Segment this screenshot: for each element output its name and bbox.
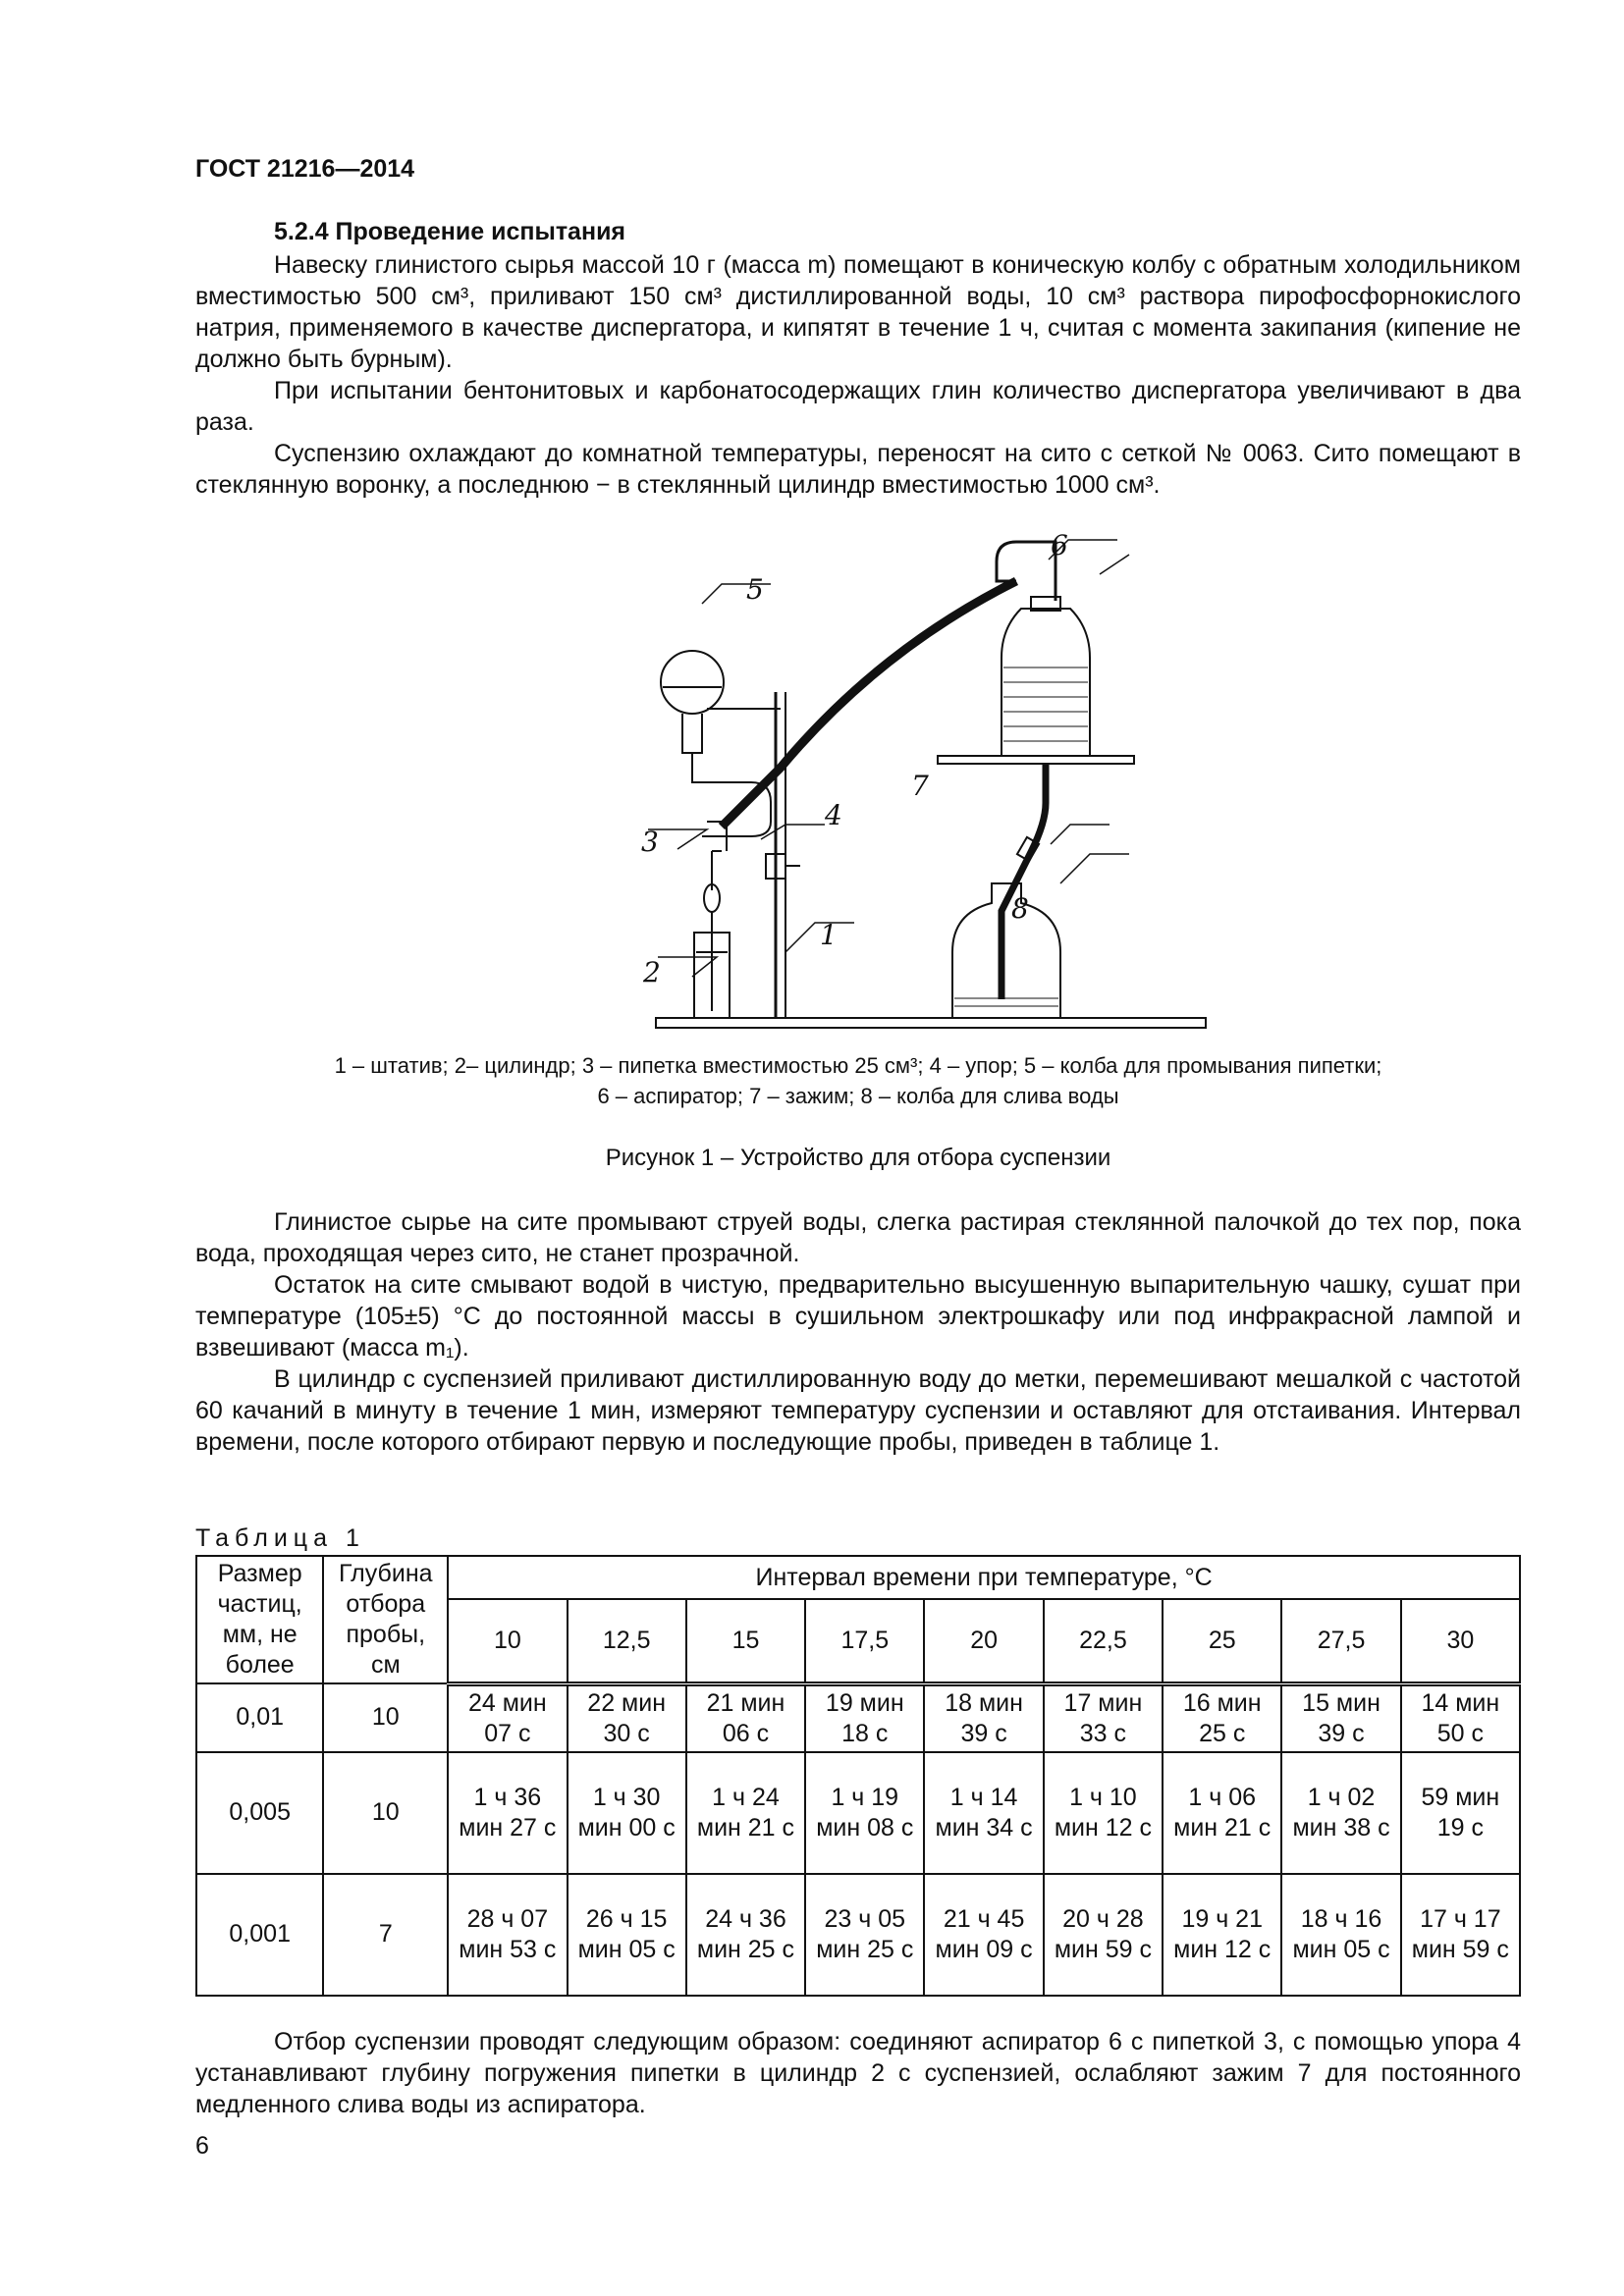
header-interval: Интервал времени при температуре, °С bbox=[448, 1556, 1520, 1599]
cell-size: 0,005 bbox=[196, 1752, 323, 1874]
label-4: 4 bbox=[825, 799, 842, 831]
header-size: Размер частиц, мм, не более bbox=[196, 1556, 323, 1683]
cell-interval: 24 ч 36 мин 25 с bbox=[686, 1874, 805, 1996]
header-temp: 10 bbox=[448, 1599, 567, 1683]
header-temp: 27,5 bbox=[1281, 1599, 1400, 1683]
cell-interval: 14 мин 50 с bbox=[1401, 1683, 1520, 1752]
cell-interval: 1 ч 19 мин 08 с bbox=[805, 1752, 924, 1874]
cell-interval: 1 ч 06 мин 21 с bbox=[1163, 1752, 1281, 1874]
paragraph: При испытании бентонитовых и карбонатосодержащих глин количество диспергатора увеличивают в два раза. bbox=[195, 377, 1521, 436]
label-5: 5 bbox=[746, 573, 764, 606]
cell-interval: 17 ч 17 мин 59 с bbox=[1401, 1874, 1520, 1996]
figure-legend-line-2: 6 – аспиратор; 7 – зажим; 8 – колба для слива воды bbox=[597, 1084, 1119, 1108]
header-temp: 22,5 bbox=[1044, 1599, 1163, 1683]
figure-title: Рисунок 1 – Устройство для отбора суспензии bbox=[605, 1145, 1111, 1171]
page-number: 6 bbox=[195, 2132, 209, 2160]
cell-depth: 7 bbox=[323, 1874, 448, 1996]
shelf bbox=[938, 756, 1134, 764]
cell-interval: 1 ч 10 мин 12 с bbox=[1044, 1752, 1163, 1874]
cell-size: 0,001 bbox=[196, 1874, 323, 1996]
cell-interval: 1 ч 24 мин 21 с bbox=[686, 1752, 805, 1874]
table-row bbox=[196, 1874, 1520, 1996]
cell-interval: 16 мин 25 с bbox=[1163, 1683, 1281, 1752]
figure-legend-line-1: 1 – штатив; 2– цилиндр; 3 – пипетка вместимостью 25 см³; 4 – упор; 5 – колба для промывания пипетки; bbox=[334, 1053, 1382, 1078]
cell-interval: 21 мин 06 с bbox=[686, 1683, 805, 1752]
paragraph: Навеску глинистого сырья массой 10 г (масса m) помещают в коническую колбу с обратным холодильником вместимостью 500 см³, приливают 150 см³ дистиллированной воды, 10 см³ раствора пирофосфорнокислого натрия, применяемого в качестве диспергатора, и кипятят в течение 1 ч, считая с момента закипания (кипение не должно быть бурным). bbox=[195, 251, 1521, 373]
drain-hose bbox=[1001, 764, 1046, 999]
cell-interval: 1 ч 02 мин 38 с bbox=[1281, 1752, 1400, 1874]
label-2: 2 bbox=[643, 956, 661, 988]
leader-lines bbox=[648, 540, 1129, 977]
cell-interval: 1 ч 30 мин 00 с bbox=[568, 1752, 686, 1874]
cell-interval: 20 ч 28 мин 59 с bbox=[1044, 1874, 1163, 1996]
header-temp: 25 bbox=[1163, 1599, 1281, 1683]
cell-interval: 17 мин 33 с bbox=[1044, 1683, 1163, 1752]
header-temp: 20 bbox=[924, 1599, 1043, 1683]
label-7: 7 bbox=[911, 770, 929, 802]
base-plate bbox=[656, 1018, 1206, 1028]
cell-interval: 22 мин 30 с bbox=[568, 1683, 686, 1752]
table-row bbox=[196, 1752, 1520, 1874]
paragraph: В цилиндр с суспензией приливают дистиллированную воду до метки, перемешивают мешалкой с частотой 60 качаний в минуту в течение 1 мин, измеряют температуру суспензии и оставляют для отстаивания. Интервал времени, после которого отбирают первую и последующие пробы, приведен в таблице 1. bbox=[195, 1365, 1521, 1456]
label-1: 1 bbox=[820, 919, 838, 951]
paragraph: Остаток на сите смывают водой в чистую, предварительно высушенную выпарительную чашку, сушат при температуре (105±5) °С до постоянной массы в сушильном электрошкафу или под инфракрасной лампой и взвешивают (масса m₁). bbox=[195, 1271, 1521, 1362]
table-label: Таблица 1 bbox=[195, 1524, 365, 1552]
apparatus-figure bbox=[638, 520, 1483, 1041]
sedimentation-interval-table bbox=[195, 1555, 1521, 1997]
header-temp: 17,5 bbox=[805, 1599, 924, 1683]
label-6: 6 bbox=[1051, 529, 1068, 561]
cell-interval: 24 мин 07 с bbox=[448, 1683, 567, 1752]
cell-interval: 18 мин 39 с bbox=[924, 1683, 1043, 1752]
table-row bbox=[196, 1683, 1520, 1752]
label-3: 3 bbox=[641, 826, 659, 858]
cell-interval: 19 мин 18 с bbox=[805, 1683, 924, 1752]
cell-interval: 18 ч 16 мин 05 с bbox=[1281, 1874, 1400, 1996]
cell-depth: 10 bbox=[323, 1752, 448, 1874]
header-temp: 12,5 bbox=[568, 1599, 686, 1683]
wash-flask bbox=[661, 651, 724, 714]
cell-interval: 15 мин 39 с bbox=[1281, 1683, 1400, 1752]
cell-interval: 21 ч 45 мин 09 с bbox=[924, 1874, 1043, 1996]
hose bbox=[722, 581, 1016, 827]
label-8: 8 bbox=[1011, 892, 1029, 925]
document-header: ГОСТ 21216—2014 bbox=[195, 155, 415, 183]
header-depth: Глубина отбора пробы, см bbox=[323, 1556, 448, 1683]
cell-interval: 1 ч 14 мин 34 с bbox=[924, 1752, 1043, 1874]
section-title: 5.2.4 Проведение испытания bbox=[274, 218, 626, 245]
paragraph: Суспензию охлаждают до комнатной температуры, переносят на сито с сеткой № 0063. Сито помещают в стеклянную воронку, а последнюю − в стеклянный цилиндр вместимостью 1000 см³. bbox=[195, 440, 1521, 499]
header-temp: 30 bbox=[1401, 1599, 1520, 1683]
paragraph: Отбор суспензии проводят следующим образом: соединяют аспиратор 6 с пипеткой 3, с помощью упора 4 устанавливают глубину погружения пипетки в цилиндр 2 с суспензией, ослабляют зажим 7 для постоянного медленного слива воды из аспиратора. bbox=[195, 2028, 1521, 2118]
cell-size: 0,01 bbox=[196, 1683, 323, 1752]
cell-interval: 59 мин 19 с bbox=[1401, 1752, 1520, 1874]
cell-interval: 19 ч 21 мин 12 с bbox=[1163, 1874, 1281, 1996]
cell-depth: 10 bbox=[323, 1683, 448, 1752]
cell-interval: 28 ч 07 мин 53 с bbox=[448, 1874, 567, 1996]
cell-interval: 1 ч 36 мин 27 с bbox=[448, 1752, 567, 1874]
cell-interval: 26 ч 15 мин 05 с bbox=[568, 1874, 686, 1996]
paragraph: Глинистое сырье на сите промывают струей воды, слегка растирая стеклянной палочкой до тех пор, пока вода, проходящая через сито, не станет прозрачной. bbox=[195, 1208, 1521, 1267]
header-temp: 15 bbox=[686, 1599, 805, 1683]
cell-interval: 23 ч 05 мин 25 с bbox=[805, 1874, 924, 1996]
